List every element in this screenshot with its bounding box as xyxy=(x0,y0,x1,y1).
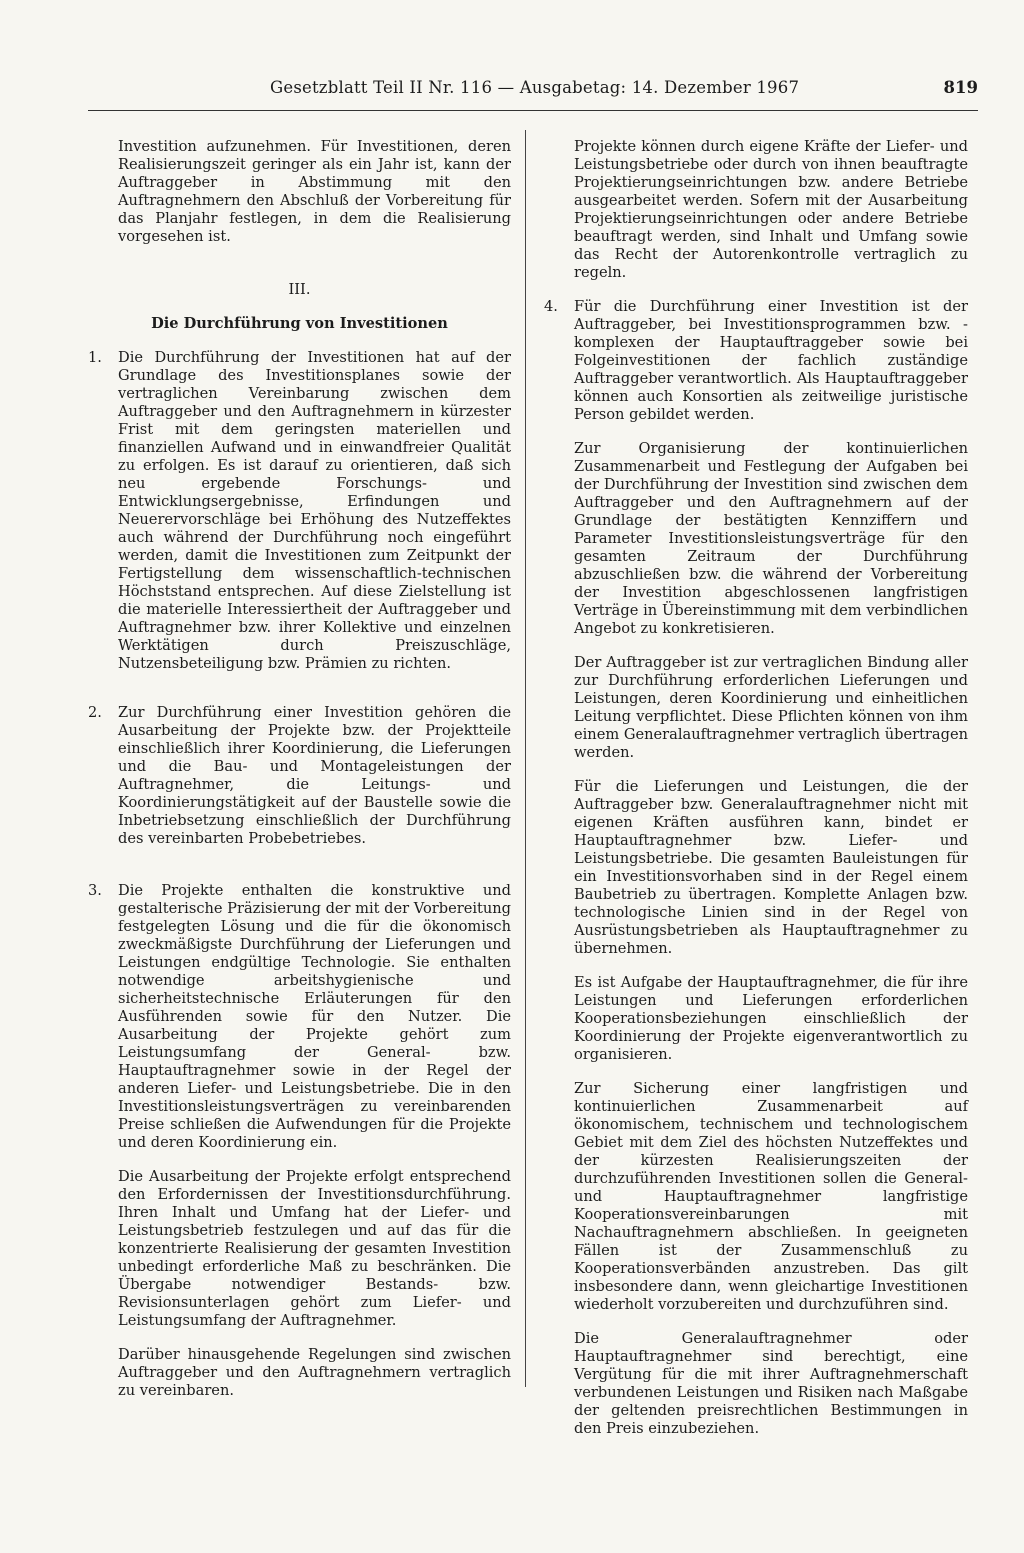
paragraph-7: Die Generalauftragnehmer oder Hauptauftragnehmer sind berechtigt, eine Vergütung für die mit ihrer Auftragnehmerschaft verbundenen Leistungen und Risiken nach Maßgabe der geltenden preisrechtlichen Bestimmungen in den Preis einzubeziehen. xyxy=(574,1330,968,1437)
item3-paragraph-3: Darüber hinausgehende Regelungen sind zwischen Auftraggeber und den Auftragnehmern vertraglich zu vereinbaren. xyxy=(118,1346,511,1399)
section-title: Die Durchführung von Investitionen xyxy=(151,315,448,332)
item-number: 2. xyxy=(88,704,102,721)
item-text: Die Durchführung der Investitionen hat auf der Grundlage des Investitionsplanes sowie der vertraglichen Vereinbarung zwischen dem Auftraggeber und den Auftragnehmern in kürzester Frist mit dem geringsten materiellen und finanziellen Aufwand und in einwandfreier Qualität zu erfolgen. Es ist darauf zu orientieren, daß sich neu ergebende Forschungs- und Entwicklungsergebnisse, Erfindungen und Neuerervorschläge bei Erhöhung des Nutzeffektes auch während der Durchführung noch eingeführt werden, damit die Investitionen zum Zeitpunkt der Fertigstellung dem wissenschaftlich-technischen Höchststand entsprechen. Auf diese Zielstellung ist die materielle Interessiertheit der Auftraggeber und Auftragnehmer bzw. ihrer Kollektive und einzelnen Werktätigen durch Preiszuschläge, Nutzensbeteiligung bzw. Prämien zu richten. xyxy=(118,349,511,672)
item-number: 1. xyxy=(88,349,102,366)
list-item-2 xyxy=(88,704,511,848)
item-number: 3. xyxy=(88,882,102,899)
list-item-3 xyxy=(88,882,511,1152)
header-title: Gesetzblatt Teil II Nr. 116 — Ausgabetag: 14. Dezember 1967 xyxy=(270,78,800,97)
running-header xyxy=(88,78,978,100)
item3-paragraph-2: Die Ausarbeitung der Projekte erfolgt entsprechend den Erfordernissen der Investitionsdurchführung. Ihren Inhalt und Umfang hat der Liefer- und Leistungsbetrieb festzulegen und auf das für die konzentrierte Realisierung der gesamten Investition unbedingt erforderliche Maß zu beschränken. Die Übergabe notwendiger Bestands- bzw. Revisionsunterlagen gehört zum Liefer- und Leistungsumfang der Auftragnehmer. xyxy=(118,1168,511,1329)
header-rule xyxy=(88,110,978,111)
page-number: 819 xyxy=(943,78,978,97)
item-text: Für die Durchführung einer Investition ist der Auftraggeber, bei Investitionsprogrammen bzw. -komplexen der Hauptauftraggeber sowie bei Folgeinvestitionen der fachlich zuständige Auftraggeber verantwortlich. Als Hauptauftraggeber können auch Konsortien als zeitweilige juristische Person gebildet werden. xyxy=(574,298,968,423)
paragraph-2: Zur Organisierung der kontinuierlichen Zusammenarbeit und Festlegung der Aufgaben bei der Durchführung der Investition sind zwischen dem Auftraggeber und den Auftragnehmern auf der Grundlage der bestätigten Kennziffern und Parameter Investitionsleistungsverträge für den gesamten Zeitraum der Durchführung abzuschließen bzw. die während der Vorbereitung der Investition abgeschlossenen langfristigen Verträge in Übereinstimmung mit dem verbindlichen Angebot zu konkretisieren. xyxy=(574,440,968,637)
item-text: Zur Durchführung einer Investition gehören die Ausarbeitung der Projekte bzw. der Projektteile einschließlich ihrer Koordinierung, die Lieferungen und die Bau- und Montageleistungen der Auftragnehmer, die Leitungs- und Koordinierungstätigkeit auf der Baustelle sowie die Inbetriebsetzung einschließlich der Durchführung des vereinbarten Probebetriebes. xyxy=(118,704,511,847)
list-item-1 xyxy=(88,349,511,673)
right-column xyxy=(544,138,968,1438)
list-item-4 xyxy=(544,298,968,424)
paragraph-3: Der Auftraggeber ist zur vertraglichen Bindung aller zur Durchführung erforderlichen Lieferungen und Leistungen, deren Koordinierung und einheitlichen Leitung verpflichtet. Diese Pflichten können von ihm einem Generalauftragnehmer vertraglich übertragen werden. xyxy=(574,654,968,761)
section-number: III. xyxy=(288,281,311,298)
continuation-paragraph: Projekte können durch eigene Kräfte der Liefer- und Leistungsbetriebe oder durch von ihnen beauftragte Projektierungseinrichtungen bzw. andere Betriebe ausgearbeitet werden. Sofern mit der Ausarbeitung Projektierungseinrichtungen oder andere Betriebe beauftragt werden, sind Inhalt und Umfang sowie das Recht der Autorenkontrolle vertraglich zu regeln. xyxy=(574,138,968,281)
paragraph-4: Für die Lieferungen und Leistungen, die der Auftraggeber bzw. Generalauftragnehmer nicht mit eigenen Kräften ausführen kann, bindet er Hauptauftragnehmer bzw. Liefer- und Leistungsbetriebe. Die gesamten Bauleistungen für ein Investitionsvorhaben sind in der Regel einem Baubetrieb zu übertragen. Komplette Anlagen bzw. technologische Linien sind in der Regel von Ausrüstungsbetrieben als Hauptauftragnehmer zu übernehmen. xyxy=(574,778,968,957)
intro-paragraph: Investition aufzunehmen. Für Investitionen, deren Realisierungszeit geringer als ein Jahr ist, kann der Auftraggeber in Abstimmung mit den Auftragnehmern den Abschluß der Vorbereitung für das Planjahr festlegen, in dem die Realisierung vorgesehen ist. xyxy=(118,138,511,245)
paragraph-5: Es ist Aufgabe der Hauptauftragnehmer, die für ihre Leistungen und Lieferungen erforderlichen Kooperationsbeziehungen einschließlich der Koordinierung der Projekte eigenverantwortlich zu organisieren. xyxy=(574,974,968,1063)
item-text: Die Projekte enthalten die konstruktive und gestalterische Präzisierung der mit der Vorbereitung festgelegten Lösung und die für die ökonomisch zweckmäßigste Durchführung der Lieferungen und Leistungen endgültige Technologie. Sie enthalten notwendige arbeitshygienische und sicherheitstechnische Erläuterungen für den Ausführenden sowie für den Nutzer. Die Ausarbeitung der Projekte gehört zum Leistungsumfang der General- bzw. Hauptauftragnehmer sowie in der Regel der anderen Liefer- und Leistungsbetriebe. Die in den Investitionsleistungsverträgen zu vereinbarenden Preise schließen die Aufwendungen für die Projekte und deren Koordinierung ein. xyxy=(118,882,512,1151)
column-divider xyxy=(525,130,526,1387)
paragraph-6: Zur Sicherung einer langfristigen und kontinuierlichen Zusammenarbeit auf ökonomischem, technischem und technologischem Gebiet mit dem Ziel des höchsten Nutzeffektes und der kürzesten Realisierungszeiten der durchzuführenden Investitionen sollen die General- und Hauptauftragnehmer langfristige Kooperationsvereinbarungen mit Nachauftragnehmern abschließen. In geeigneten Fällen ist der Zusammenschluß zu Kooperationsverbänden anzustreben. Das gilt insbesondere dann, wenn gleichartige Investitionen wiederholt vorzubereiten und durchzuführen sind. xyxy=(574,1080,968,1313)
left-column xyxy=(88,138,511,1400)
item-number: 4. xyxy=(544,298,558,315)
